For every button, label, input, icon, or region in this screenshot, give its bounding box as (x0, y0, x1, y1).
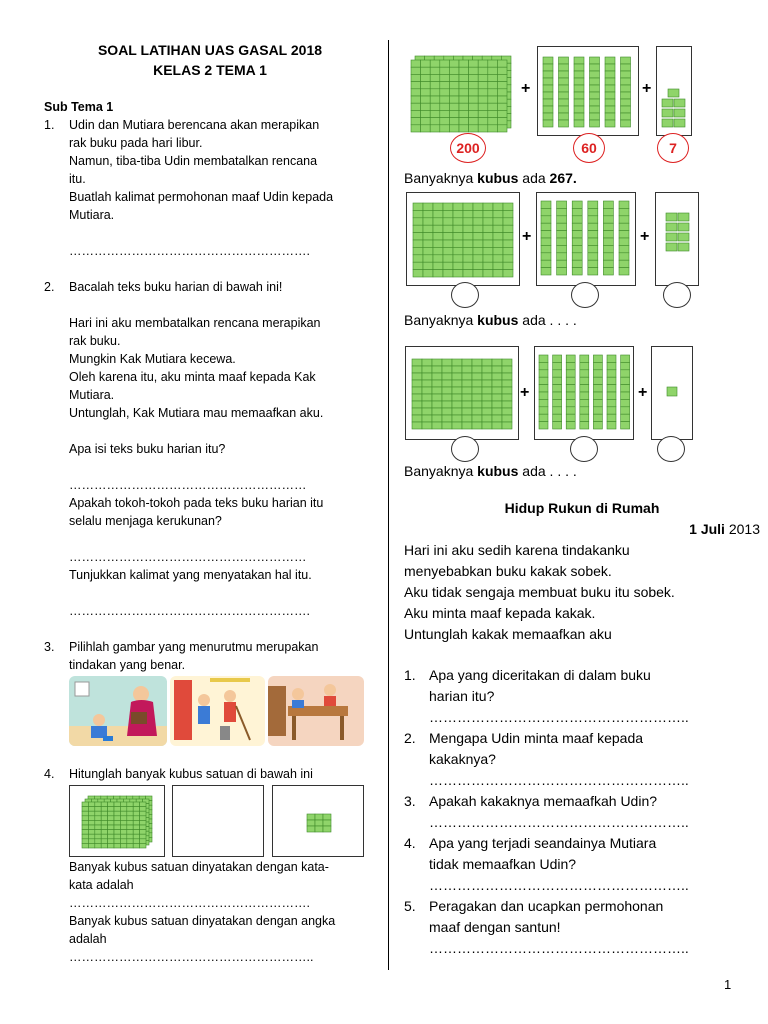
cube-box-tens (172, 785, 264, 857)
ones-cube (652, 347, 692, 439)
row2-ones-box (655, 192, 699, 286)
answer-circle[interactable] (570, 436, 598, 462)
plus-icon: + (520, 384, 530, 401)
question-1: 1. Udin dan Mutiara berencana akan merapikan rak buku pada hari libur. Namun, tiba-tiba Udin membatalkan rencana itu. Buatlah kalimat permohonan maaf Udin kepada Mutiara. …………………………………………………. (44, 116, 376, 260)
plus-icon: + (640, 228, 650, 245)
tens-rods (537, 193, 635, 285)
row1-ones-box (656, 46, 692, 136)
question-4: 4. Hitunglah banyak kubus satuan di bawah ini (44, 767, 313, 781)
picture-choice-2[interactable] (170, 676, 265, 746)
list-item: 4. Apa yang terjadi seandainya Mutiara tidak memaafkan Udin? ……………………………………………….. (404, 833, 760, 896)
list-item: 5. Peragakan dan ucapkan permohonan maaf dengan santun! ……………………………………………….. (404, 896, 760, 959)
story-text: Hari ini aku sedih karena tindakanku menyebabkan buku kakak sobek. Aku tidak sengaja membuat buku itu sobek. Aku minta maaf kepada kakak. Untunglah kakak memaafkan aku (404, 542, 675, 642)
plus-icon: + (642, 80, 652, 97)
caption-row3: Banyaknya kubus ada . . . . (404, 463, 577, 479)
family-playing-illustration (69, 676, 167, 746)
answer-line: ……………………………………………….. (429, 940, 689, 956)
hundreds-block (406, 347, 518, 439)
kids-at-table-illustration (268, 676, 364, 746)
hundreds-block-200 (405, 46, 517, 136)
row2-tens-box (536, 192, 636, 286)
answer-line: ……………………………………………….. (429, 814, 689, 830)
list-item: 2. Mengapa Udin minta maaf kepada kakaknya? ……………………………………………….. (404, 728, 760, 791)
story-title: Hidup Rukun di Rumah (504, 500, 660, 516)
hundreds-block (407, 193, 519, 285)
question-2: 2. Bacalah teks buku harian di bawah ini! Hari ini aku membatalkan rencana merapikan rak buku. Mungkin Kak Mutiara kecewa. Oleh karena itu, aku minta maaf kepada Kak Mutiara. Untunglah, Kak Mutiara mau memaafkan aku. Apa isi teks buku harian itu? ………………………………………………… Apakah tokoh-tokoh pada teks buku harian itu selalu menjaga kerukunan? ………………………………………………… Tunjukkan kalimat yang menyatakan hal itu. …………………………………………………. (44, 278, 376, 620)
tens-rods-60 (538, 47, 638, 135)
row3-hundreds-box (405, 346, 519, 440)
picture-choice-1[interactable] (69, 676, 167, 746)
answer-circle[interactable] (663, 282, 691, 308)
row1-hundreds-box (405, 46, 517, 136)
caption-row1: Banyaknya kubus ada 267. (404, 170, 577, 186)
ones-cubes (656, 193, 698, 285)
page-title: SOAL LATIHAN UAS GASAL 2018 (97, 42, 323, 58)
page-subtitle: KELAS 2 TEMA 1 (153, 62, 267, 78)
story-questions (404, 665, 760, 959)
page-number: 1 (724, 977, 732, 992)
answer-line: ……………………………………………….. (429, 709, 689, 725)
answer-line: …………………………………………………. (69, 604, 310, 618)
plus-icon: + (521, 80, 531, 97)
row3-tens-box (534, 346, 634, 440)
list-item: 1. Apa yang diceritakan di dalam buku harian itu? ……………………………………………….. (404, 665, 760, 728)
plus-icon: + (522, 228, 532, 245)
answer-circle[interactable] (451, 282, 479, 308)
story-date: 1 Juli 2013 (689, 521, 760, 537)
answer-circle[interactable] (451, 436, 479, 462)
row1-tens-box (537, 46, 639, 136)
answer-line: ……………………………………………….. (429, 877, 689, 893)
subtema-label: Sub Tema 1 (44, 100, 114, 114)
cube-box-hundreds (69, 785, 165, 857)
answer-circle[interactable] (657, 436, 685, 462)
unit-cubes-small (273, 786, 363, 856)
answer-line: ………………………………………………… (69, 478, 307, 492)
cube-box-ones (272, 785, 364, 857)
list-item: 3. Apakah kakaknya memaafkah Udin? ……………………………………………….. (404, 791, 760, 833)
answer-circle[interactable] (571, 282, 599, 308)
answer-line: ………………………………………………… (69, 550, 307, 564)
plus-icon: + (638, 384, 648, 401)
left-column (44, 40, 376, 674)
answer-line: ……………………………………………….. (429, 772, 689, 788)
value-circle-7: 7 (657, 133, 689, 163)
value-circle-60: 60 (573, 133, 605, 163)
answer-line: …………………………………………………. (69, 244, 310, 258)
row3-ones-box (651, 346, 693, 440)
caption-row2: Banyaknya kubus ada . . . . (404, 312, 577, 328)
picture-choice-3[interactable] (268, 676, 364, 746)
value-circle-200: 200 (450, 133, 486, 163)
question-3: 3. Pilihlah gambar yang menurutmu merupakan tindakan yang benar. (44, 640, 319, 672)
row2-hundreds-box (406, 192, 520, 286)
answer-line: ………………………………………………….. (69, 950, 314, 964)
tens-rods (535, 347, 633, 439)
column-divider (388, 40, 389, 970)
children-cleaning-illustration (170, 676, 265, 746)
answer-line: …………………………………………………. (69, 896, 310, 910)
ones-cubes-7 (657, 47, 691, 135)
question-4-answers: Banyak kubus satuan dinyatakan dengan kata- kata adalah …………………………………………………. Banyak kubus satuan dinyatakan dengan angka adalah ………………………………………………….. (44, 858, 376, 966)
hundred-cube-block (70, 786, 164, 856)
